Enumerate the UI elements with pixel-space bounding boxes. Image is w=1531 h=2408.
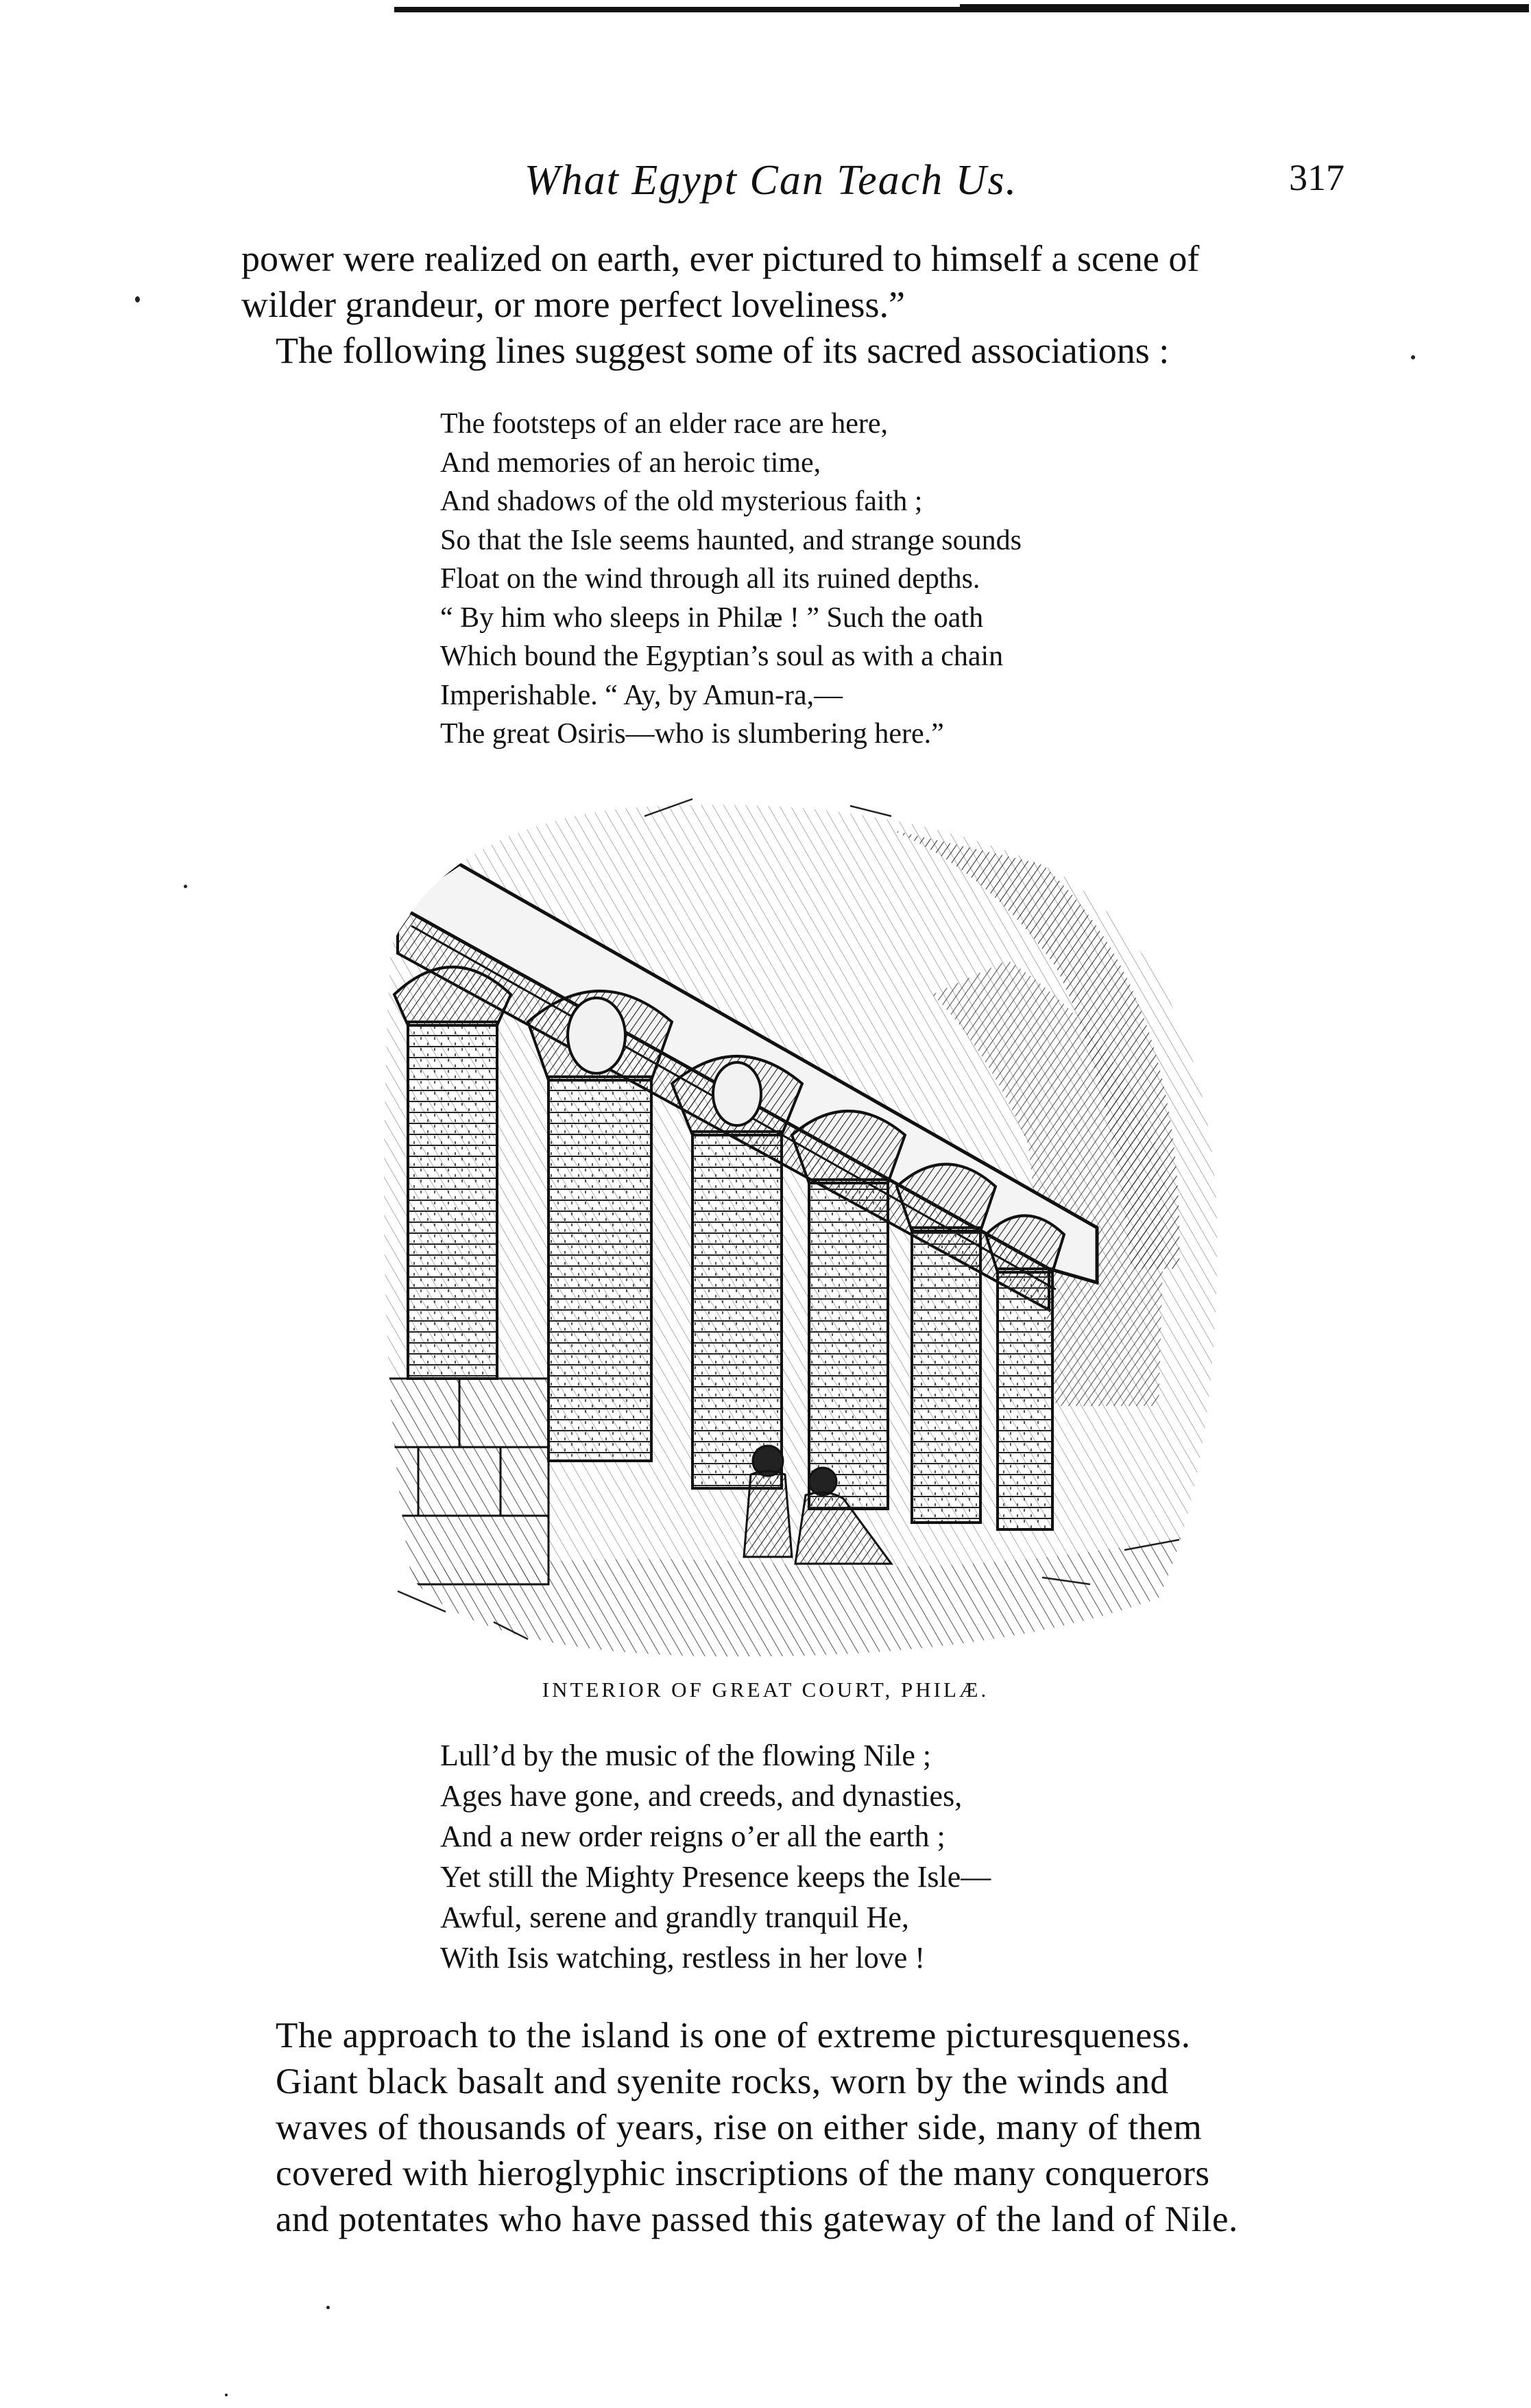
text-line: The following lines suggest some of its sacred associations : bbox=[276, 330, 1170, 371]
text-line: The approach to the island is one of extreme picturesqueness. bbox=[276, 2016, 1191, 2055]
paragraph-approach bbox=[241, 2013, 1366, 2243]
text-line: and potentates who have passed this gateway of the land of Nile. bbox=[276, 2200, 1238, 2239]
ink-speck bbox=[184, 885, 187, 888]
verse-block-1 bbox=[440, 405, 1400, 754]
text-line: waves of thousands of years, rise on either side, many of them bbox=[276, 2108, 1203, 2147]
page-number: 317 bbox=[1289, 157, 1345, 198]
figure-caption: INTERIOR OF GREAT COURT, PHILÆ. bbox=[542, 1678, 989, 1702]
paragraph-continued bbox=[241, 236, 1366, 328]
text-line: Giant black basalt and syenite rocks, worn by the winds and bbox=[276, 2062, 1169, 2101]
verse-line: And a new order reigns o’er all the earth ; bbox=[440, 1820, 945, 1853]
ink-speck bbox=[326, 2306, 330, 2309]
text-line: covered with hieroglyphic inscriptions of the many conquerors bbox=[276, 2154, 1210, 2193]
verse-line: Imperishable. “ Ay, by Amun-ra,— bbox=[440, 679, 843, 711]
verse-block-2 bbox=[440, 1735, 1400, 1978]
running-title: What Egypt Can Teach Us. bbox=[525, 157, 1018, 204]
verse-line: So that the Isle seems haunted, and strange sounds bbox=[440, 524, 1022, 556]
verse-line: And memories of an heroic time, bbox=[440, 446, 821, 479]
ink-speck bbox=[1411, 355, 1415, 359]
verse-line: Yet still the Mighty Presence keeps the Isle— bbox=[440, 1860, 991, 1894]
verse-line: And shadows of the old mysterious faith ; bbox=[440, 486, 923, 517]
ink-speck bbox=[225, 2394, 228, 2396]
text-line: wilder grandeur, or more perfect loveliness.” bbox=[241, 284, 905, 325]
prose-bottom bbox=[241, 2013, 1366, 2243]
paragraph-intro bbox=[241, 328, 1366, 374]
verse-line: Lull’d by the music of the flowing Nile ; bbox=[440, 1739, 932, 1772]
verse-line: The footsteps of an elder race are here, bbox=[440, 408, 888, 440]
verse-line: “ By him who sleeps in Philæ ! ” Such the oath bbox=[440, 601, 984, 634]
verse-line: Which bound the Egyptian’s soul as with a chain bbox=[440, 641, 1004, 672]
verse-line: With Isis watching, restless in her love ! bbox=[440, 1941, 925, 1975]
top-rule-heavy bbox=[960, 4, 1529, 12]
verse-line: Ages have gone, and creeds, and dynasties, bbox=[440, 1779, 963, 1813]
ink-speck bbox=[135, 296, 140, 302]
verse-line: Awful, serene and grandly tranquil He, bbox=[440, 1900, 909, 1934]
running-head bbox=[0, 156, 1531, 211]
verse-line: Float on the wind through all its ruined depths. bbox=[440, 563, 980, 595]
colonnade-engraving bbox=[370, 789, 1220, 1667]
verse-line: The great Osiris—who is slumbering here.” bbox=[440, 718, 944, 750]
prose-top bbox=[241, 236, 1366, 374]
text-line: power were realized on earth, ever pictured to himself a scene of bbox=[241, 238, 1200, 279]
